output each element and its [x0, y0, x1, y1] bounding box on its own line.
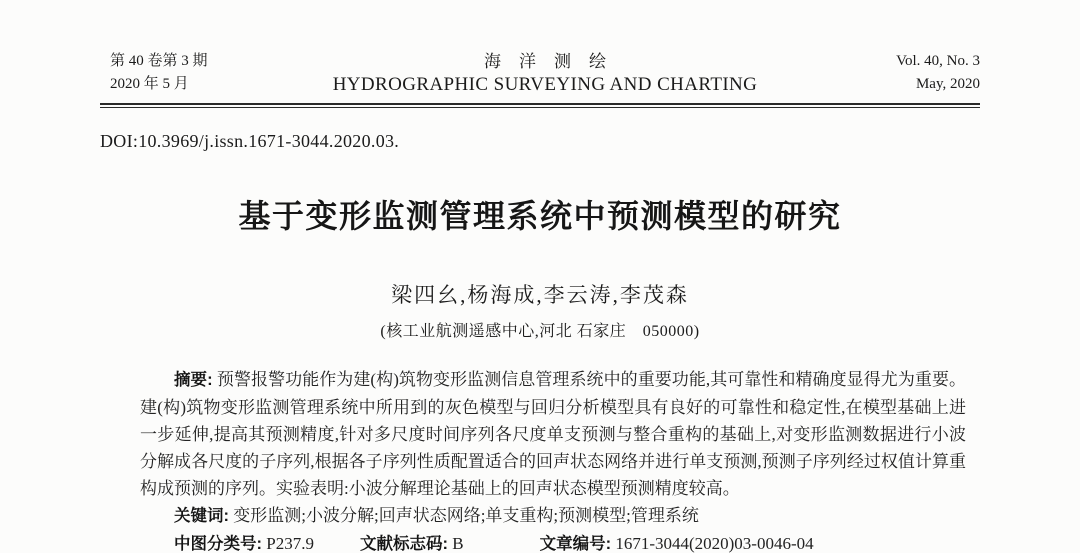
journal-name-zh: 海洋测绘: [484, 52, 624, 71]
article-title: 基于变形监测管理系统中预测模型的研究: [238, 198, 842, 234]
issue-volume: 第 40 卷第 3 期: [110, 53, 208, 69]
journal-header: [100, 50, 980, 96]
meta-paragraph: [140, 530, 966, 553]
clc-label: 中图分类号:: [174, 535, 262, 553]
doc-code-label: 文献标志码:: [359, 535, 448, 553]
journal-name-en: HYDROGRAPHIC SURVEYING AND CHARTING: [332, 74, 758, 95]
article-id-label: 文章编号:: [539, 535, 612, 553]
clc-value: P237.9: [266, 534, 314, 553]
issue-date-zh: 2020 年 5 月: [110, 76, 189, 92]
issue-info: [100, 50, 320, 96]
abstract-paragraph: [140, 366, 966, 502]
journal-name: [320, 50, 770, 96]
abstract-label: 摘要:: [174, 371, 213, 389]
issue-volume-en: Vol. 40, No. 3: [896, 53, 980, 69]
header-divider: [100, 103, 980, 108]
doi-line: DOI:10.3969/j.issn.1671-3044.2020.03.: [100, 131, 400, 151]
issue-date-en: May, 2020: [915, 76, 980, 92]
issue-info-en: [770, 50, 980, 96]
keywords-text: 变形监测;小波分解;回声状态网络;单支重构;预测模型;管理系统: [233, 506, 699, 525]
author-affiliation: (核工业航测遥感中心,河北 石家庄 050000): [380, 323, 700, 340]
article-id-value: 1671-3044(2020)03-0046-04: [615, 534, 814, 553]
author-list: 梁四幺,杨海成,李云涛,李茂森: [391, 283, 689, 307]
abstract-section: [140, 366, 966, 553]
keywords-paragraph: [140, 502, 966, 530]
keywords-label: 关键词:: [174, 507, 229, 525]
abstract-text: 预警报警功能作为建(构)筑物变形监测信息管理系统中的重要功能,其可靠性和精确度显得尤为重要。建(构)筑物变形监测管理系统中所用到的灰色模型与回归分析模型具有良好的可靠性和稳定性,在模型基础上进一步延伸,提高其预测精度,针对多尺度时间序列各尺度单支预测与整合重构的基础上,对变形监测数据进行小波分解成各尺度的子序列,根据各子序列性质配置适合的回声状态网络并进行单支预测,预测子序列经过权值计算重构成预测的序列。实验表明:小波分解理论基础上的回声状态模型预测精度较高。: [140, 370, 966, 498]
doc-code-value: B: [452, 534, 464, 553]
